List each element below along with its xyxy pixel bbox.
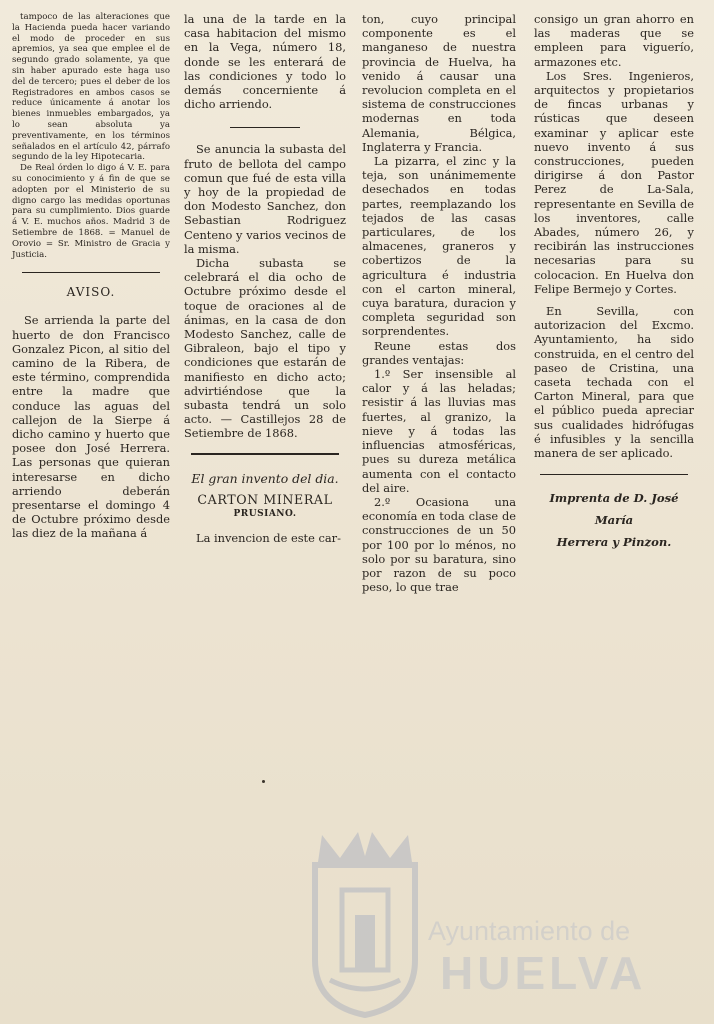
aviso-heading: AVISO.	[66, 285, 116, 300]
aviso-text: Se arrienda la parte del huerto de don Francisco Gonzalez Picon, al sitio del camino de la Ribera, de este término, comprendida entre la madre que conduce las aguas del callejon de la Sierpe á dicho camino y huerto que posee don José Herrera. Las personas que quieran interesarse en dicho arriendo deberán presentarse el domingo 4 de Octubre próximo desde las diez de la mañana á	[12, 313, 170, 541]
auction-announcement: Se anuncia la subasta del fruto de bellota del campo comun que fué de esta villa y hoy de la propiedad de don Modesto Sanchez, don Sebastian Rodriguez Centeno y varios vecinos de la misma.	[184, 142, 346, 256]
watermark-line-2: HUELVA	[440, 947, 647, 999]
article-paragraph-1: ton, cuyo principal componente es el manganeso de nuestra provincia de Huelva, ha venido á causar una revolucion completa en el sistema de construcciones modernas en toda Alemania, Bélgica, Inglaterra y Francia.	[362, 12, 516, 154]
article-title: El gran invento del dia.	[191, 470, 339, 486]
article-paragraph-3: Reune estas dos grandes ventajas:	[362, 338, 516, 367]
decree-text	[12, 12, 170, 260]
article-paragraph-5: Los Sres. Ingenieros, arquitectos y propietarios de fincas urbanas y rústicas que deseen examinar y aplicar este nuevo invento á sus construcciones, pueden dirigirse á don Pastor Perez de La-Sala, representante en Sevilla de los inventores, calle Abades, número 26, y recibirán las instrucciones necesarias para su colocacion. En Huelva don Felipe Bermejo y Cortes.	[534, 68, 694, 296]
city-crest-icon	[300, 820, 430, 1020]
printer-imprint	[534, 487, 694, 553]
section-divider	[540, 474, 688, 475]
column-3	[362, 12, 516, 594]
decree-paragraph-1: tampoco de las alteraciones que la Hacienda pueda hacer variando el modo de proceder en sus apremios, ya sea que emplee el de segundo grado solamente, ya que sin haber apurado este haga uso del de tercero; pues el deber de los Registradores en ambos casos se reduce únicamente á anotar los bienes inmuebles embargados, ya lo sean absoluta ya preventivamente, en los términos señalados en el artículo 42, párrafo segundo de la ley Hipotecaria.	[12, 12, 170, 163]
rental-continuation: la una de la tarde en la casa habitacion del mismo en la Vega, número 18, donde se les enterará de las condiciones y todo lo demás concerniente á dicho arriendo.	[184, 12, 346, 112]
article-paragraph-4: consigo un gran ahorro en las maderas que se empleen para viguerío, armazones etc.	[534, 12, 694, 69]
column-4	[534, 12, 694, 553]
article-paragraph-6: En Sevilla, con autorizacion del Excmo. Ayuntamiento, ha sido construida, en el centro del paseo de Cristina, una caseta techada con el Carton Mineral, para que el público pueda apreciar sus cualidades hidrófugas é infusibles y la sencilla manera de ser aplicado.	[534, 304, 694, 461]
column-1	[12, 12, 170, 541]
imprint-line-2: Herrera y Pinzon.	[556, 535, 672, 550]
article-paragraph-2: La pizarra, el zinc y la teja, son unánimemente desechados en todas partes, reemplazando los tejados de las casas particulares, de los almacenes, graneros y cobertizos de la agricultura é industria con el carton mineral, cuya baratura, duracion y completa seguridad son sorprendentes.	[362, 154, 516, 339]
column-2	[184, 12, 346, 545]
advantage-2: 2.º Ocasiona una economía en toda clase de construcciones de un 50 por 100 por lo ménos, no solo por su baratura, sino por razon de su poco peso, lo que trae	[362, 494, 516, 595]
decree-paragraph-2: De Real órden lo digo á V. E. para su conocimiento y á fin de que se adopten por el Ministerio de su digno cargo las medidas oportunas para su cumplimiento. Dios guarde á V. E. muchos años. Madrid 3 de Setiembre de 1868. = Manuel de Orovio = Sr. Ministro de Gracia y Justicia.	[12, 163, 170, 260]
watermark-line-1: Ayuntamiento de	[428, 916, 631, 946]
article-subtitle: CARTON MINERAL	[197, 491, 333, 507]
ink-speck	[262, 780, 265, 783]
section-divider	[191, 453, 339, 455]
archive-watermark	[300, 820, 710, 1020]
imprint-line-1: Imprenta de D. José María	[549, 491, 679, 528]
article-subsubtitle: PRUSIANO.	[233, 508, 297, 519]
article-intro: La invencion de este car-	[196, 530, 341, 545]
section-divider	[22, 272, 160, 273]
short-divider	[230, 127, 300, 128]
auction-details: Dicha subasta se celebrará el dia ocho de Octubre próximo desde el toque de oraciones al de ánimas, en la casa de don Modesto Sanchez, calle de Gibraleon, bajo el tipo y condiciones que estarán de manifiesto en dicho acto; advirtiéndose que la subasta tendrá un solo acto. — Castillejos 28 de Setiembre de 1868.	[184, 256, 346, 441]
advantage-1: 1.º Ser insensible al calor y á las heladas; resistir á las lluvias mas fuertes, al granizo, la nieve y á todas las influencias atmosféricas, pues su dureza metálica aumenta con el contacto del aire.	[362, 367, 516, 495]
